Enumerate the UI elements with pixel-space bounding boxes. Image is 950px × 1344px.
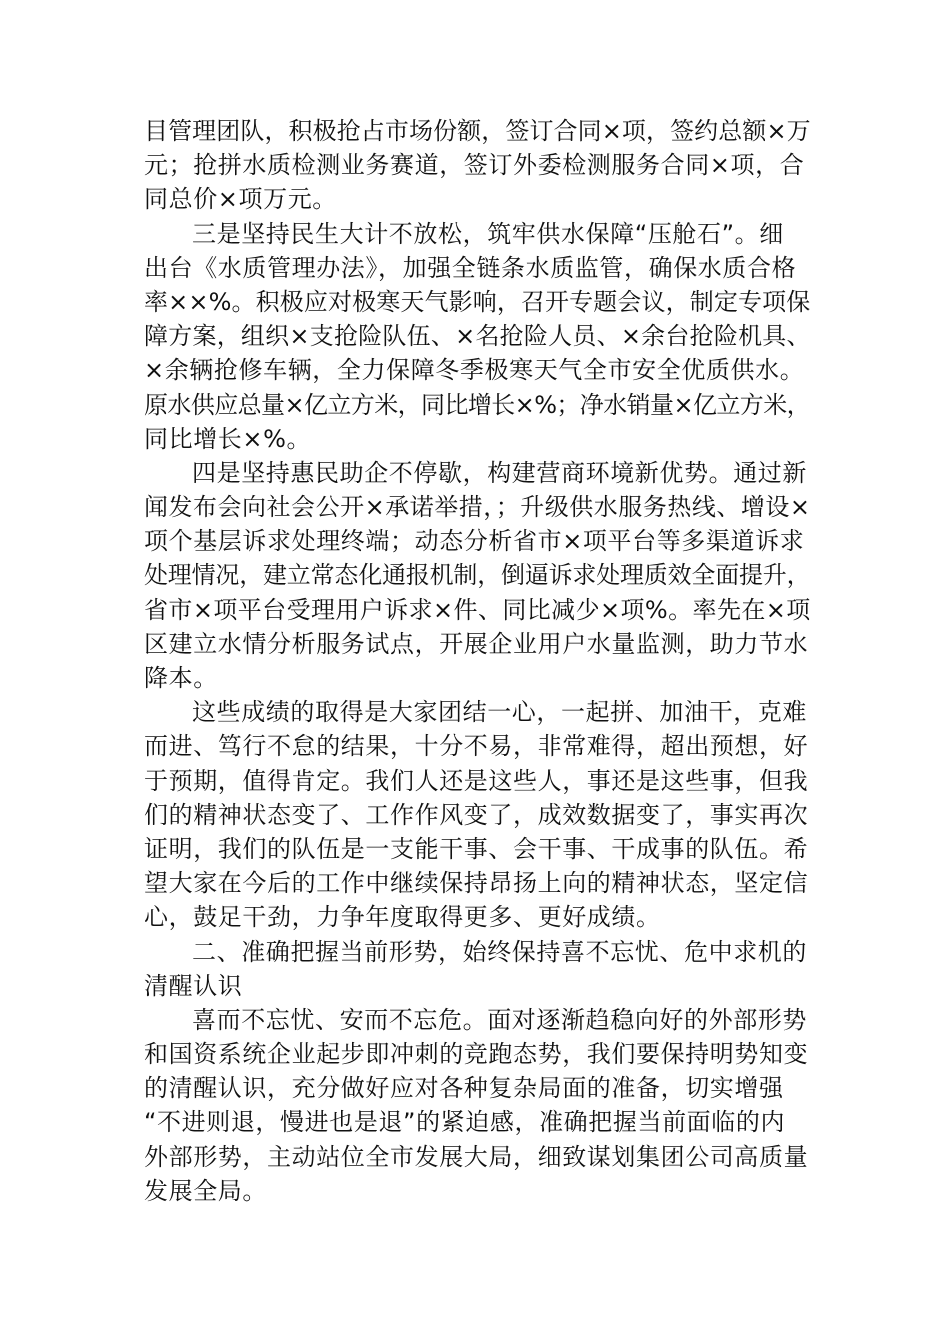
text-line: 四是坚持惠民助企不停歇，构建营商环境新优势。通过新 bbox=[192, 458, 807, 487]
paragraph-point-three bbox=[144, 217, 812, 456]
paragraph-situation bbox=[144, 1003, 812, 1208]
text-line: ×余辆抢修车辆，全力保障冬季极寒天气全市安全优质供水。 bbox=[144, 356, 805, 385]
text-line: 元；抢拼水质检测业务赛道，签订外委检测服务合同×项，合 bbox=[144, 151, 805, 180]
text-line: 清醒认识 bbox=[144, 971, 243, 1000]
text-line: 障方案，组织×支抢险队伍、×名抢险人员、×余台抢险机具、 bbox=[144, 322, 811, 351]
text-line: “不进则退，慢进也是退”的紧迫感，准确把握当前面临的内 bbox=[144, 1108, 786, 1137]
text-line: 目管理团队，积极抢占市场份额，签订合同×项，签约总额×万 bbox=[144, 117, 811, 145]
text-line: 二、准确把握当前形势，始终保持喜不忘忧、危中求机的 bbox=[192, 937, 807, 966]
paragraph-point-four bbox=[144, 456, 812, 695]
text-line: 率××%。积极应对极寒天气影响，召开专题会议，制定专项保 bbox=[144, 287, 811, 316]
text-line: 闻发布会向社会公开×承诺举措，；升级供水服务热线、增设× bbox=[144, 493, 811, 522]
document-body bbox=[144, 114, 812, 1208]
text-line: 这些成绩的取得是大家团结一心，一起拼、加油干，克难 bbox=[192, 698, 807, 727]
text-line: 们的精神状态变了、工作作风变了，成效数据变了，事实再次 bbox=[144, 800, 809, 829]
text-line: 同总价×项万元。 bbox=[144, 185, 337, 214]
text-line: 降本。 bbox=[144, 664, 218, 692]
text-line: 喜而不忘忧、安而不忘危。面对逐渐趋稳向好的外部形势 bbox=[192, 1005, 807, 1034]
text-line: 区建立水情分析服务试点，开展企业用户水量监测，助力节水 bbox=[144, 629, 809, 658]
paragraph-achievements bbox=[144, 695, 812, 934]
text-line: 而进、笃行不怠的结果，十分不易，非常难得，超出预想，好 bbox=[144, 732, 809, 761]
text-line: 外部形势，主动站位全市发展大局，细致谋划集团公司高质量 bbox=[144, 1142, 809, 1171]
text-line: 于预期，值得肯定。我们人还是这些人，事还是这些事，但我 bbox=[144, 766, 809, 795]
text-line: 同比增长×%。 bbox=[144, 424, 312, 453]
text-line: 的清醒认识，充分做好应对各种复杂局面的准备，切实增强 bbox=[144, 1074, 784, 1103]
text-line: 项个基层诉求处理终端；动态分析省市×项平台等多渠道诉求 bbox=[144, 527, 805, 556]
text-line: 处理情况，建立常态化通报机制，倒逼诉求处理质效全面提升， bbox=[144, 561, 811, 590]
text-line: 望大家在今后的工作中继续保持昂扬上向的精神状态，坚定信 bbox=[144, 869, 809, 898]
text-line: 三是坚持民生大计不放松，筑牢供水保障“压舱石”。细 bbox=[192, 219, 784, 248]
paragraph-continuation bbox=[144, 114, 812, 217]
text-line: 心，鼓足干劲，力争年度取得更多、更好成绩。 bbox=[144, 903, 661, 932]
text-line: 省市×项平台受理用户诉求×件、同比减少×项%。率先在×项 bbox=[144, 595, 811, 624]
text-line: 出台《水质管理办法》，加强全链条水质监管，确保水质合格 bbox=[144, 253, 797, 282]
text-line: 和国资系统企业起步即冲刺的竞跑态势，我们要保持明势知变 bbox=[144, 1040, 809, 1069]
text-line: 发展全局。 bbox=[144, 1176, 267, 1205]
section-heading-two bbox=[144, 935, 812, 1003]
text-line: 原水供应总量×亿立方米，同比增长×%；净水销量×亿立方米， bbox=[144, 390, 811, 419]
text-line: 证明，我们的队伍是一支能干事、会干事、干成事的队伍。希 bbox=[144, 834, 809, 863]
